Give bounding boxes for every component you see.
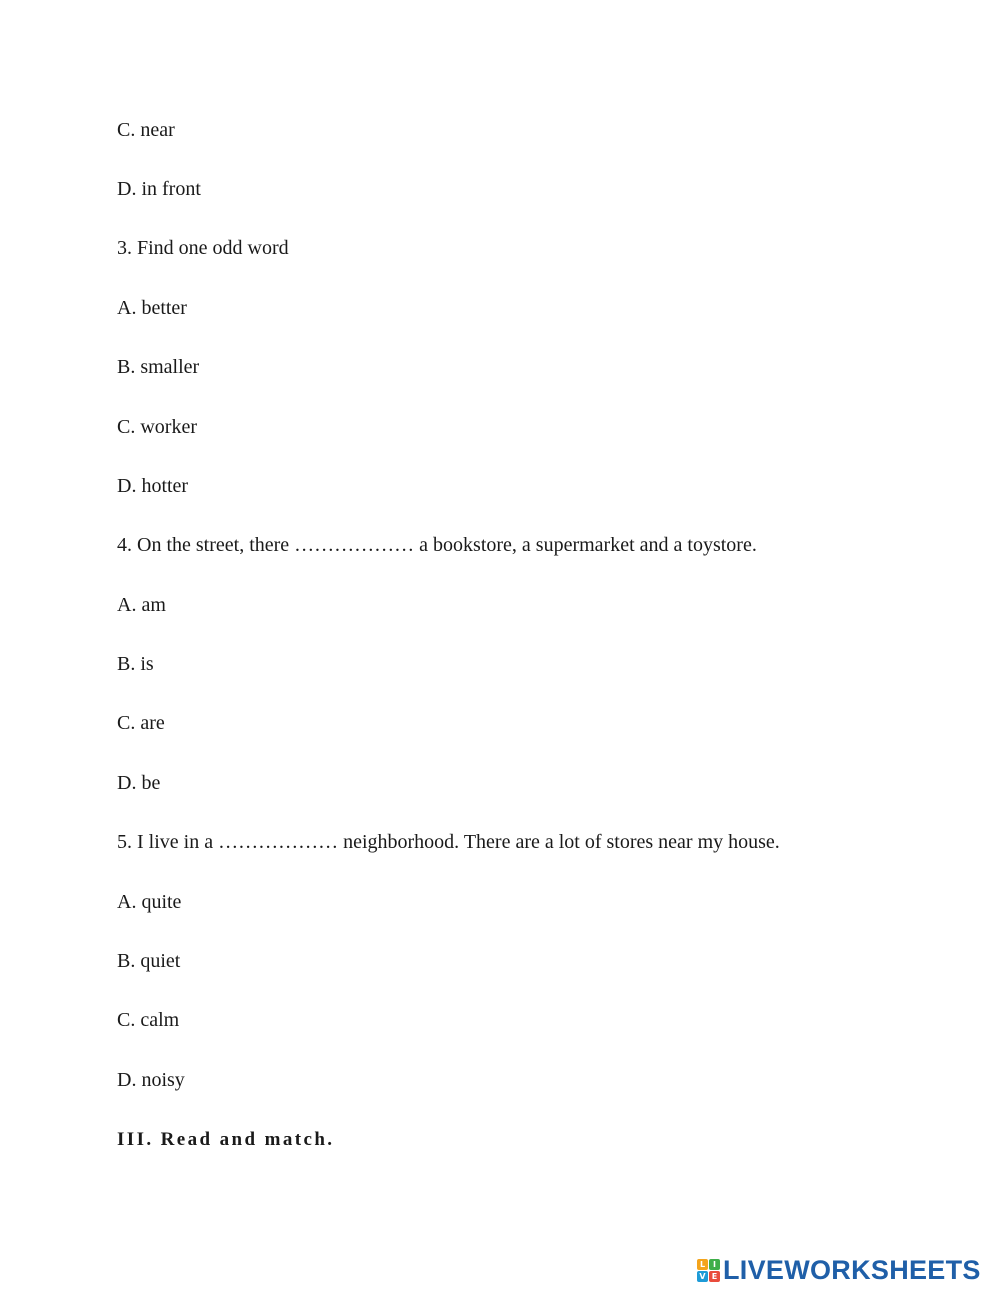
option-3b: B. smaller	[117, 356, 200, 378]
option-4c: C. are	[117, 712, 165, 734]
option-4d: D. be	[117, 772, 161, 794]
logo-text: LIVEWORKSHEETS	[723, 1255, 981, 1285]
option-5c: C. calm	[117, 1009, 180, 1031]
option-5a: A. quite	[117, 891, 182, 913]
logo-mark-i: I	[709, 1259, 720, 1270]
option-3d: D. hotter	[117, 475, 189, 497]
option-3a: A. better	[117, 297, 187, 319]
question-4: 4. On the street, there ……………… a bookstore, a supermarket and a toystore.	[117, 534, 757, 556]
section-heading: III. Read and match.	[117, 1129, 335, 1150]
logo-mark-l: L	[697, 1259, 708, 1270]
option-5d: D. noisy	[117, 1069, 185, 1091]
liveworksheets-logo-icon	[697, 1259, 720, 1282]
question-3: 3. Find one odd word	[117, 237, 289, 259]
logo-mark-v: V	[697, 1271, 708, 1282]
option-2c: C. near	[117, 119, 175, 141]
logo-mark-e: E	[709, 1271, 720, 1282]
option-3c: C. worker	[117, 416, 197, 438]
option-4b: B. is	[117, 653, 154, 675]
option-5b: B. quiet	[117, 950, 181, 972]
question-5: 5. I live in a ……………… neighborhood. There are a lot of stores near my house.	[117, 831, 780, 853]
liveworksheets-logo	[697, 1255, 981, 1285]
option-4a: A. am	[117, 594, 166, 616]
option-2d: D. in front	[117, 178, 201, 200]
